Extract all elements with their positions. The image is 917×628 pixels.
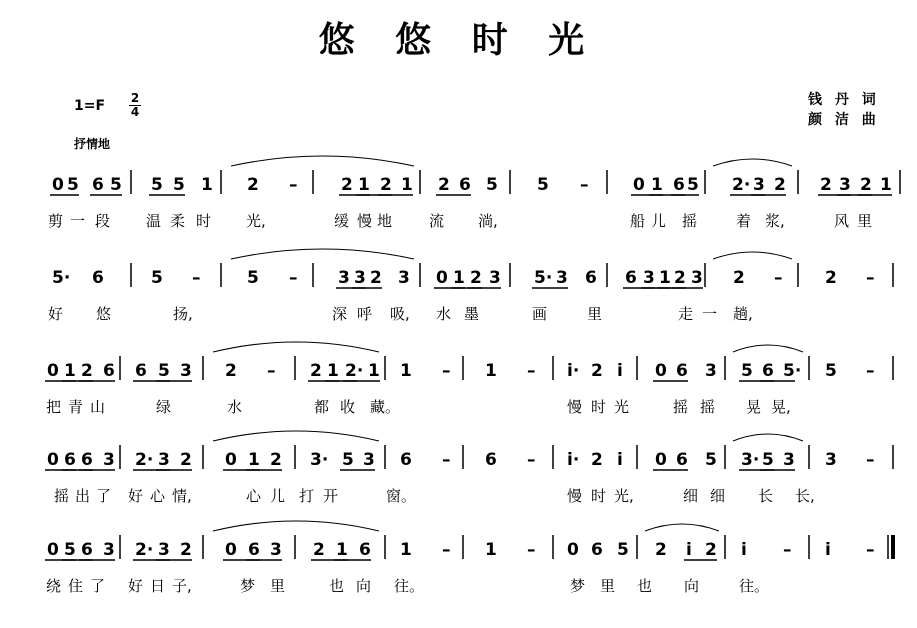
note: –: [289, 175, 298, 195]
note: i·: [567, 450, 580, 470]
note: –: [267, 361, 276, 381]
note: 2: [655, 540, 667, 560]
note: 3: [354, 268, 366, 288]
note: 6: [135, 361, 147, 381]
note: 5: [825, 361, 837, 381]
note: 3: [158, 450, 170, 470]
lyric: 一: [70, 212, 86, 230]
note: 5: [537, 175, 549, 195]
note: 0: [655, 361, 667, 381]
note: 0: [47, 540, 59, 560]
note: 2: [438, 175, 450, 195]
note: –: [774, 268, 783, 288]
note: 2: [270, 450, 282, 470]
note: 1: [651, 175, 663, 195]
lyric: 墨: [464, 305, 480, 323]
note: 1: [327, 361, 339, 381]
lyric: 摇: [700, 398, 716, 416]
note: 6: [92, 175, 104, 195]
lyric: 好: [48, 305, 64, 323]
lyric: 摇: [682, 212, 698, 230]
note: 2·: [732, 175, 751, 195]
note: 1: [64, 361, 76, 381]
note: 5·: [783, 361, 802, 381]
note: 3: [103, 540, 115, 560]
lyric: 细: [710, 487, 726, 505]
slur: [213, 521, 379, 531]
lyric: 收: [340, 398, 356, 416]
note: 2: [825, 268, 837, 288]
lyric: 长,: [795, 487, 815, 505]
note: –: [442, 540, 451, 560]
lyric: 流: [429, 212, 445, 230]
lyric: 晃: [746, 398, 762, 416]
note: 3: [783, 450, 795, 470]
note: 1: [201, 175, 213, 195]
note: 2: [247, 175, 259, 195]
lyric: 山: [90, 398, 106, 416]
note: 6: [625, 268, 637, 288]
lyric: 船: [630, 212, 646, 230]
note: 5: [151, 268, 163, 288]
note: i: [617, 361, 623, 381]
note: 3: [103, 450, 115, 470]
note: –: [527, 450, 536, 470]
lyric: 缓: [334, 212, 350, 230]
note: i: [617, 450, 623, 470]
lyric: 向: [684, 577, 700, 595]
note: i: [686, 540, 692, 560]
note: 6: [400, 450, 412, 470]
lyric: 一: [702, 305, 718, 323]
note: 2·: [135, 540, 154, 560]
lyric: 青: [68, 398, 84, 416]
note: –: [289, 268, 298, 288]
note: –: [866, 450, 875, 470]
note: 3: [270, 540, 282, 560]
note: 1: [336, 540, 348, 560]
note: –: [866, 540, 875, 560]
note: 5: [173, 175, 185, 195]
note: 5: [687, 175, 699, 195]
note: 5: [617, 540, 629, 560]
lyric: 光,: [246, 212, 266, 230]
time-signature-bottom: 4: [130, 105, 140, 119]
lyric: 慢: [567, 398, 583, 416]
lyricist-credit: 钱 丹 词: [808, 92, 880, 108]
note: 1: [400, 540, 412, 560]
lyric: 往。: [739, 577, 770, 595]
note: –: [442, 361, 451, 381]
lyric: 慢: [357, 212, 373, 230]
lyric: 呼: [357, 305, 373, 323]
slur: [231, 249, 414, 259]
note: i·: [567, 361, 580, 381]
lyric: 着: [736, 212, 752, 230]
note: 2: [774, 175, 786, 195]
lyric: 慢: [567, 487, 583, 505]
lyric: 剪: [48, 212, 64, 230]
note: –: [527, 361, 536, 381]
song-title: 悠 悠 时 光: [318, 19, 599, 61]
note: 5: [67, 175, 79, 195]
note: 1: [485, 361, 497, 381]
lyric: 地: [377, 212, 393, 230]
note: –: [192, 268, 201, 288]
note: 0: [436, 268, 448, 288]
lyric: 扬,: [173, 305, 193, 323]
note: 2: [310, 361, 322, 381]
note: 1: [880, 175, 892, 195]
note: 1: [485, 540, 497, 560]
lyric: 长: [758, 487, 774, 505]
note: 3: [158, 540, 170, 560]
lyric: 梦: [240, 577, 256, 595]
lyric: 摇: [673, 398, 689, 416]
note: 2: [313, 540, 325, 560]
note: 2: [380, 175, 392, 195]
slur: [733, 434, 803, 441]
note: 6: [591, 540, 603, 560]
lyric: 情,: [172, 487, 192, 505]
lyric: 里: [600, 577, 616, 595]
note: –: [527, 540, 536, 560]
note: 6: [64, 450, 76, 470]
note: 6: [92, 268, 104, 288]
lyric: 画: [532, 305, 548, 323]
note: 3: [753, 175, 765, 195]
note: 3: [398, 268, 410, 288]
lyric: 藏。: [370, 398, 401, 416]
note: 5·: [534, 268, 553, 288]
note: 3·: [310, 450, 329, 470]
note: –: [783, 540, 792, 560]
note: 0: [52, 175, 64, 195]
note: 1: [453, 268, 465, 288]
note: 3: [839, 175, 851, 195]
lyric: 向: [356, 577, 372, 595]
note: 5: [342, 450, 354, 470]
composer-credit: 颜 洁 曲: [808, 112, 880, 128]
note: 6: [485, 450, 497, 470]
note: 3: [705, 361, 717, 381]
lyric: 柔: [170, 212, 186, 230]
note: 6: [81, 450, 93, 470]
lyric: 里: [857, 212, 873, 230]
note: i: [825, 540, 831, 560]
lyric: 开: [323, 487, 339, 505]
lyric: 水: [227, 398, 243, 416]
note: 1: [659, 268, 671, 288]
note: 0: [567, 540, 579, 560]
lyric: 里: [587, 305, 603, 323]
note: –: [866, 268, 875, 288]
note: 6: [585, 268, 597, 288]
note: 3·: [741, 450, 760, 470]
slur: [213, 342, 379, 352]
lyric: 儿: [651, 212, 667, 230]
lyric: 趟,: [733, 305, 753, 323]
note: 2: [733, 268, 745, 288]
lyric: 了: [90, 577, 106, 595]
note: 6: [673, 175, 685, 195]
lyric: 都: [314, 398, 330, 416]
note: 0: [47, 361, 59, 381]
note: 1: [368, 361, 380, 381]
lyric: 好: [128, 577, 144, 595]
lyric: 走: [678, 305, 694, 323]
note: 2·: [135, 450, 154, 470]
slur: [733, 345, 803, 352]
note: 6: [459, 175, 471, 195]
lyric: 了: [96, 487, 112, 505]
note: 5·: [52, 268, 71, 288]
slur: [645, 524, 719, 531]
lyric: 晃,: [771, 398, 791, 416]
lyric: 绿: [156, 398, 172, 416]
note: 3: [338, 268, 350, 288]
note: 2: [341, 175, 353, 195]
note: 3: [691, 268, 703, 288]
note: 1: [401, 175, 413, 195]
lyric: 出: [75, 487, 91, 505]
slur: [213, 431, 379, 441]
note: 5: [705, 450, 717, 470]
lyric: 光: [614, 398, 630, 416]
note: 6: [248, 540, 260, 560]
note: 5: [151, 175, 163, 195]
lyric: 把: [46, 398, 62, 416]
note: 6: [359, 540, 371, 560]
lyric: 日: [150, 577, 166, 595]
note: 2: [674, 268, 686, 288]
lyric: 时: [196, 212, 212, 230]
key-signature: 1=F: [74, 98, 106, 114]
lyric: 住: [68, 577, 84, 595]
expression-mark: 抒情地: [74, 137, 111, 151]
lyric: 温: [146, 212, 162, 230]
note: 1: [248, 450, 260, 470]
lyric: 细: [683, 487, 699, 505]
note: 2: [81, 361, 93, 381]
slur: [231, 156, 414, 166]
note: 2: [705, 540, 717, 560]
note: 2: [591, 450, 603, 470]
lyric: 风: [834, 212, 850, 230]
note: 0: [633, 175, 645, 195]
lyric: 水: [436, 305, 452, 323]
note: 6: [676, 361, 688, 381]
note: 5: [110, 175, 122, 195]
slur: [713, 159, 792, 166]
note: 5: [158, 361, 170, 381]
lyric: 心: [246, 487, 262, 505]
note: 5: [247, 268, 259, 288]
note: 2·: [345, 361, 364, 381]
lyric: 梦: [570, 577, 586, 595]
note: 0: [225, 540, 237, 560]
time-signature-top: 2: [130, 91, 140, 105]
note: –: [580, 175, 589, 195]
note: 2: [820, 175, 832, 195]
lyric: 深: [332, 305, 348, 323]
note: 2: [591, 361, 603, 381]
note: 5: [486, 175, 498, 195]
note: 6: [762, 361, 774, 381]
note: 3: [643, 268, 655, 288]
note: 2: [470, 268, 482, 288]
lyric: 好: [128, 487, 144, 505]
note: 3: [489, 268, 501, 288]
lyric: 儿: [270, 487, 286, 505]
lyric: 摇: [54, 487, 70, 505]
note: 5: [64, 540, 76, 560]
lyric: 打: [299, 487, 315, 505]
lyric: 也: [329, 577, 345, 595]
lyric: 淌,: [478, 212, 498, 230]
note: 1: [400, 361, 412, 381]
note: 0: [47, 450, 59, 470]
lyric: 段: [95, 212, 111, 230]
note: 2: [180, 540, 192, 560]
lyric: 悠: [96, 305, 112, 323]
lyric: 绕: [46, 577, 62, 595]
lyric: 吸,: [390, 305, 410, 323]
note: –: [866, 361, 875, 381]
note: 2: [180, 450, 192, 470]
note: 2: [225, 361, 237, 381]
lyric: 窗。: [386, 487, 417, 505]
note: 5: [741, 361, 753, 381]
lyric: 心: [150, 487, 166, 505]
lyric: 子,: [172, 577, 192, 595]
note: 0: [655, 450, 667, 470]
note: 6: [676, 450, 688, 470]
lyric: 光,: [614, 487, 634, 505]
note: 3: [825, 450, 837, 470]
note: 1: [358, 175, 370, 195]
note: 0: [225, 450, 237, 470]
lyric: 也: [637, 577, 653, 595]
note: 2: [860, 175, 872, 195]
lyric: 时: [591, 398, 607, 416]
note: 3: [363, 450, 375, 470]
note: 3: [180, 361, 192, 381]
lyric: 浆,: [765, 212, 785, 230]
slur: [713, 252, 792, 259]
note: 6: [103, 361, 115, 381]
lyric: 往。: [394, 577, 425, 595]
note: –: [442, 450, 451, 470]
lyric: 里: [270, 577, 286, 595]
note: i: [741, 540, 747, 560]
note: 2: [370, 268, 382, 288]
note: 3: [556, 268, 568, 288]
note: 6: [81, 540, 93, 560]
note: 5: [762, 450, 774, 470]
lyric: 时: [591, 487, 607, 505]
